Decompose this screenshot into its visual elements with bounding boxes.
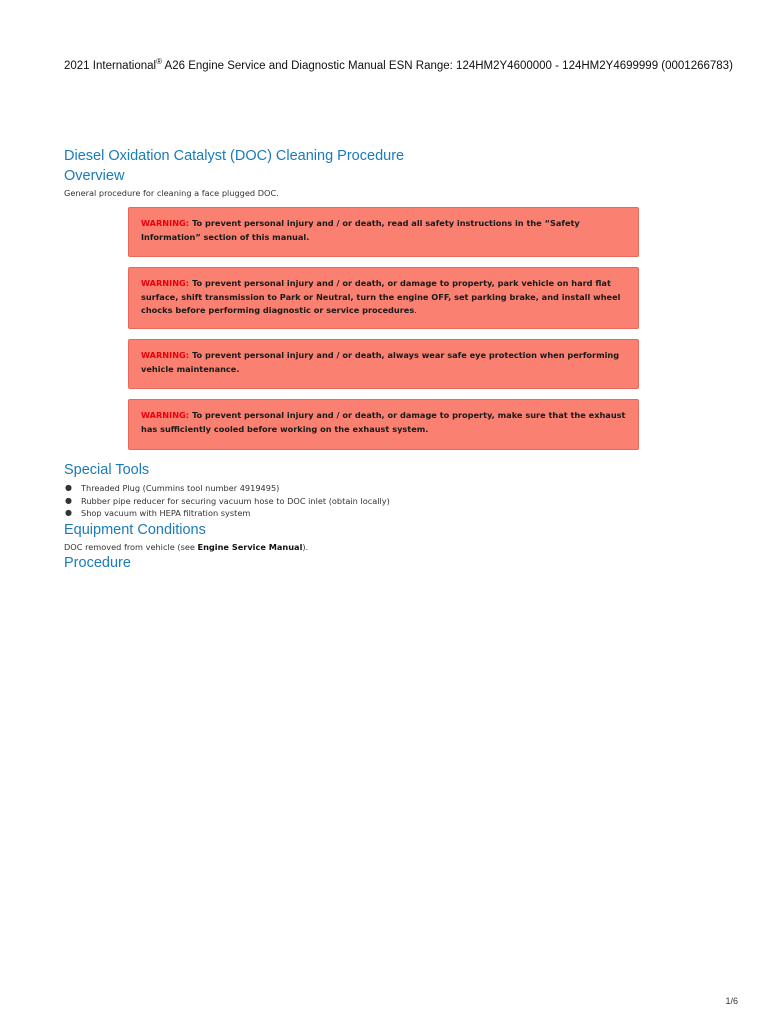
- header-title-suffix: A26 Engine Service and Diagnostic Manual ESN Range: 124HM2Y4600000 - 124HM2Y4699999 (0001266783): [161, 60, 733, 72]
- warning-box: [128, 267, 639, 329]
- warning-text: To prevent personal injury and / or death, or damage to property, park vehicle on hard flat surface, shift transmission to Park or Neutral, turn the engine OFF, set parking brake, and install wheel chocks before performing diagnostic or service procedures: [141, 278, 621, 315]
- warning-text: To prevent personal injury and / or death, or damage to property, make sure that the exhaust has sufficiently cooled before working on the exhaust system.: [141, 410, 626, 434]
- warning-text: To prevent personal injury and / or death, always wear safe eye protection when performing vehicle maintenance.: [141, 350, 620, 374]
- tool-item-text: Threaded Plug (Cummins tool number 4919495): [81, 483, 280, 493]
- overview-heading: Overview: [64, 168, 125, 184]
- engine-service-manual-reference: Engine Service Manual: [197, 541, 303, 552]
- special-tools-list: [64, 482, 704, 520]
- registered-mark: ®: [156, 57, 162, 67]
- tool-item-text: Shop vacuum with HEPA filtration system: [81, 508, 251, 518]
- tool-item-text: Rubber pipe reducer for securing vacuum hose to DOC inlet (obtain locally): [81, 495, 390, 506]
- page-header: [64, 57, 733, 72]
- page-number: 1/6: [725, 996, 738, 1006]
- warning-list: [128, 207, 639, 450]
- overview-text: General procedure for cleaning a face plugged DOC.: [64, 188, 279, 198]
- document-content: [64, 146, 704, 573]
- list-item: [65, 507, 704, 520]
- bullet-icon: ●: [65, 483, 72, 492]
- warning-box: [128, 399, 639, 450]
- warning-label: WARNING:: [141, 218, 190, 228]
- bullet-icon: ●: [65, 508, 72, 517]
- procedure-heading: Procedure: [64, 554, 131, 571]
- warning-text: To prevent personal injury and / or death, read all safety instructions in the “Safety Information” section of this manual.: [141, 218, 580, 242]
- equipment-text-before: DOC removed from vehicle (see: [64, 541, 198, 552]
- list-item: [65, 482, 704, 495]
- special-tools-heading: Special Tools: [64, 462, 150, 478]
- equipment-text-after: ).: [302, 541, 309, 552]
- warning-box: [128, 207, 639, 257]
- list-item: [65, 495, 704, 508]
- warning-text-tail: .: [414, 305, 417, 315]
- warning-box: [128, 339, 639, 389]
- warning-label: WARNING:: [141, 278, 190, 288]
- equipment-conditions-heading: Equipment Conditions: [64, 521, 206, 538]
- warning-label: WARNING:: [141, 410, 190, 420]
- bullet-icon: ●: [65, 495, 72, 505]
- equipment-conditions-text: [64, 541, 704, 553]
- warning-label: WARNING:: [141, 350, 190, 360]
- header-title-prefix: 2021 International: [64, 60, 157, 72]
- document-title: Diesel Oxidation Catalyst (DOC) Cleaning Procedure: [64, 148, 405, 164]
